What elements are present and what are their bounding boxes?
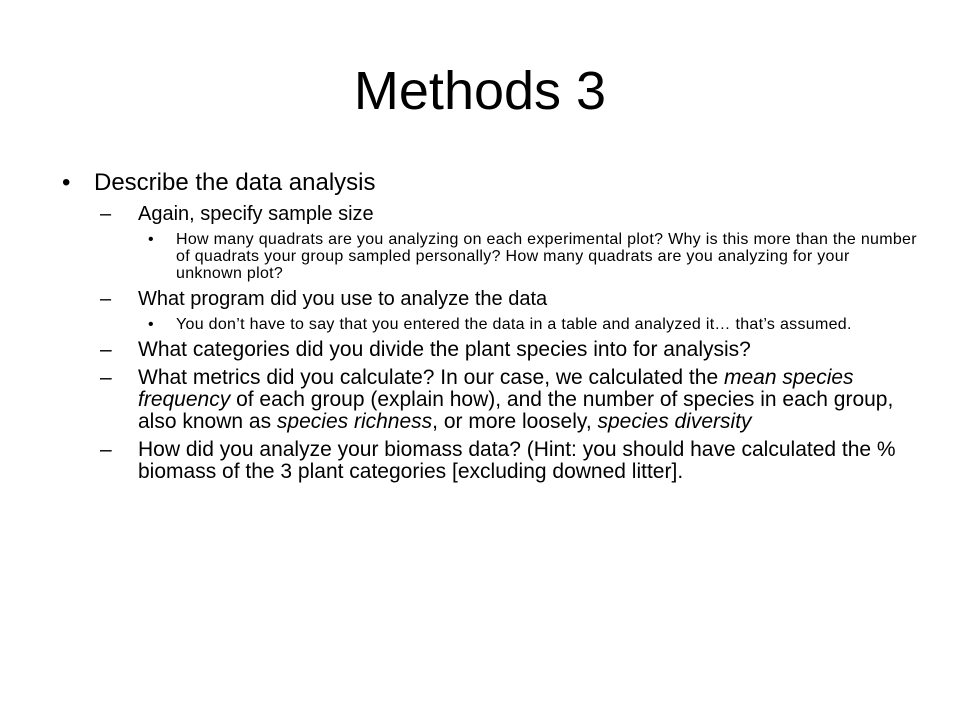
detail-table	[142, 316, 920, 333]
metrics-em-mean-frequency: mean species frequency	[138, 366, 854, 411]
metrics-text-3: , or more loosely,	[432, 410, 598, 433]
slide-body	[60, 168, 920, 483]
sub-bullet-text: What program did you use to analyze the data	[138, 288, 548, 310]
sub-bullet-text: What categories did you divide the plant species into for analysis?	[138, 338, 751, 361]
dash-mark: –	[100, 203, 112, 225]
detail-text: You don’t have to say that you entered the data in a table and analyzed it… that’s assumed.	[176, 316, 852, 333]
bullet-describe-analysis	[60, 168, 920, 197]
sub-bullet-biomass	[94, 439, 920, 483]
sub-bullet-categories	[94, 339, 920, 361]
dash-mark: –	[100, 438, 112, 461]
sub-bullet-text: Again, specify sample size	[138, 203, 374, 225]
slide-title: Methods 3	[353, 61, 607, 121]
sub-bullet-sample-size	[94, 203, 920, 225]
bullet-text: Describe the data analysis	[94, 169, 376, 196]
dash-mark: –	[100, 338, 112, 361]
metrics-em-diversity: species diversity	[597, 410, 752, 433]
detail-quadrats	[142, 231, 920, 282]
metrics-text-1: What metrics did you calculate? In our case, we calculated the	[138, 366, 724, 389]
metrics-text-2: of each group (explain how), and the number of species in each group, also known as	[138, 388, 894, 433]
sub-bullet-metrics	[94, 367, 920, 433]
bullet-mark: •	[148, 231, 154, 248]
sub-bullet-program	[94, 288, 920, 310]
bullet-mark: •	[62, 169, 71, 196]
sub-bullet-text: How did you analyze your biomass data? (Hint: you should have calculated the % biomass of the 3 plant categories [excluding downed litter].	[138, 438, 896, 483]
detail-text: How many quadrats are you analyzing on each experimental plot? Why is this more than the number of quadrats your group sampled personally? How many quadrats are you analyzing for your unknown plot?	[176, 231, 917, 282]
dash-mark: –	[100, 366, 112, 389]
bullet-mark: •	[148, 316, 154, 333]
dash-mark: –	[100, 288, 112, 310]
metrics-em-richness: species richness	[276, 410, 433, 433]
